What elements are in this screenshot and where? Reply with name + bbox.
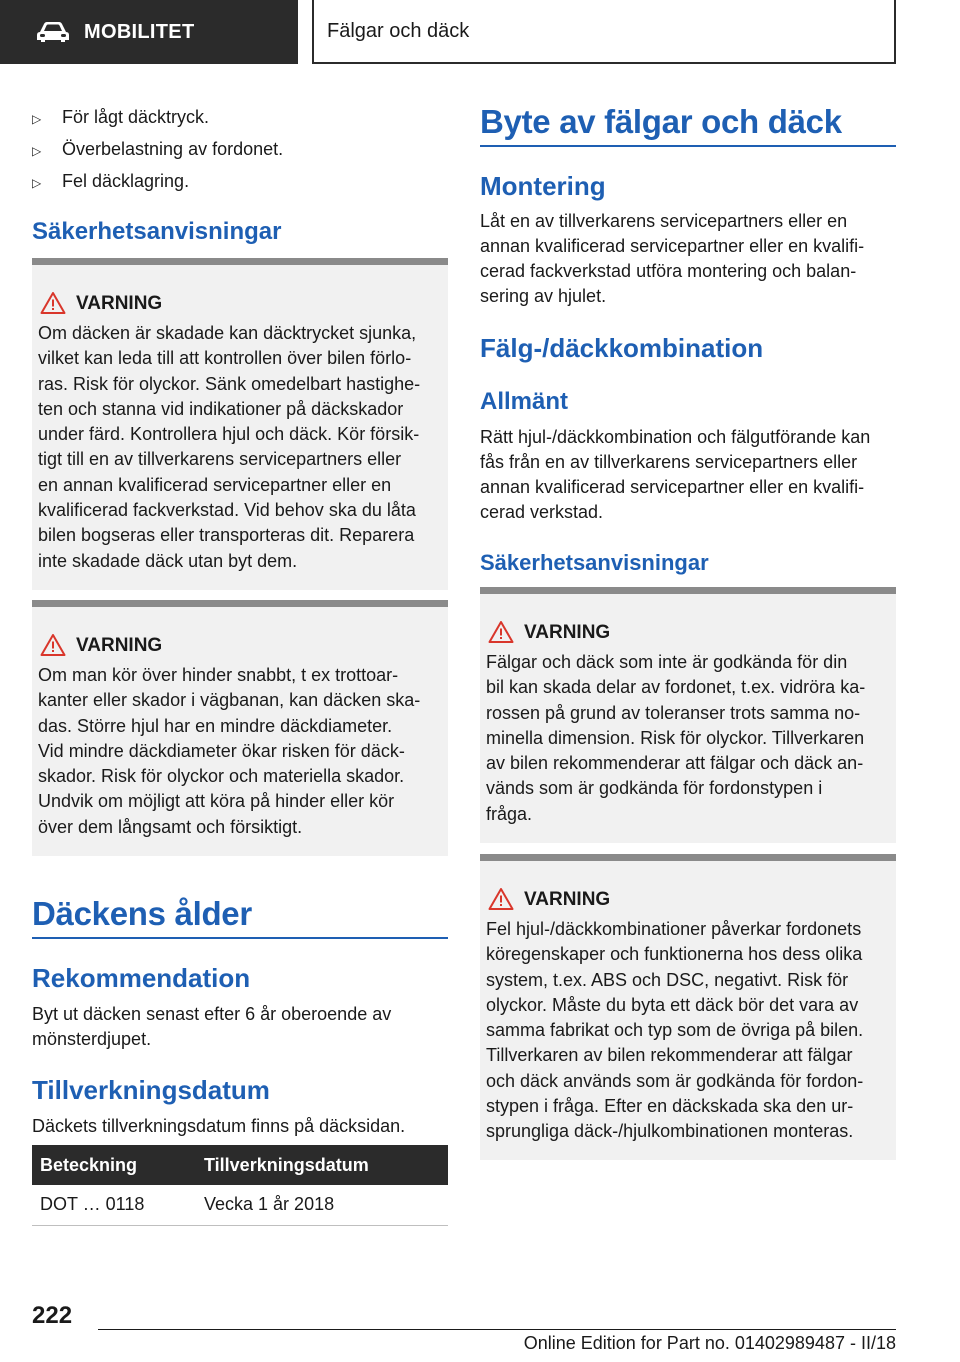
text-line: cerad fackverkstad utföra montering och balan- <box>480 261 857 281</box>
recommendation-text <box>32 1002 391 1052</box>
chapter-title: Fälgar och däck <box>327 19 470 42</box>
warning-line: fråga. <box>486 803 533 824</box>
heading-rule <box>480 145 896 147</box>
text-line: mönsterdjupet. <box>32 1029 152 1049</box>
bullet-item <box>32 105 209 131</box>
text-line: annan kvalificerad servicepartner eller en kvalifi- <box>480 236 865 256</box>
section-title: MOBILITET <box>84 20 195 43</box>
warning-triangle-icon <box>40 291 66 315</box>
warning-line: ras. Risk för olyckor. Sänk omedelbart hastighe- <box>38 373 421 394</box>
warning-title: VARNING <box>76 635 163 656</box>
warning-line: ten och stanna vid indikationer på däckskador <box>38 398 404 419</box>
text-line: Byt ut däcken senast efter 6 år oberoende av <box>32 1004 392 1024</box>
warning-line: Om man kör över hinder snabbt, t ex trottoar- <box>38 665 399 685</box>
warning-text <box>486 917 890 1145</box>
warning-triangle-icon <box>488 620 514 644</box>
warning-line: inte skadade däck utan byt dem. <box>38 550 298 571</box>
warning-line: vänds som är godkända för fordonstypen i <box>486 778 823 799</box>
general-text <box>480 425 870 525</box>
warning-line: Fälgar och däck som inte är godkända för din <box>486 652 848 672</box>
warning-line: kanter eller skador i vägbanan, kan däcken ska- <box>38 690 421 711</box>
triangle-bullet-icon: ▷ <box>32 112 42 126</box>
bullet-item <box>32 169 189 195</box>
warning-triangle-icon <box>488 887 514 911</box>
edition-text: Online Edition for Part no. 01402989487 - II/18 <box>523 1333 896 1353</box>
bullet-text: För lågt däcktryck. <box>62 107 210 127</box>
text-line: Låt en av tillverkarens servicepartners eller en <box>480 211 848 231</box>
warning-text <box>38 321 442 574</box>
column-header: Tillverkningsdatum <box>196 1145 448 1185</box>
warning-text <box>38 663 442 840</box>
warning-line: rossen på grund av toleranser trots samma no- <box>486 702 861 723</box>
table-cell: Vecka 1 år 2018 <box>196 1185 448 1225</box>
text-line: cerad verkstad. <box>480 502 604 522</box>
main-heading: Byte av fälgar och däck <box>480 103 842 140</box>
warning-line: system, t.ex. ABS och DSC, negativt. Risk för <box>486 969 849 990</box>
warning-line: kvalificerad fackverkstad. Vid behov ska du låta <box>38 500 416 521</box>
mounting-text <box>480 209 864 309</box>
warning-title: VARNING <box>524 622 611 643</box>
warning-line: stypen i fråga. Efter en däckskada ska den ur- <box>486 1096 854 1117</box>
column-header: Beteckning <box>32 1145 196 1185</box>
warning-line: Tillverkaren av bilen rekommenderar att fälgar <box>486 1045 853 1066</box>
warning-line: och däck används som är godkända för fordon- <box>486 1070 864 1091</box>
mounting-heading: Montering <box>480 171 606 201</box>
warning-line: olyckor. Måste du byta ett däck bör det vara av <box>486 994 859 1015</box>
car-icon <box>36 20 70 44</box>
warning-line: av bilen rekommenderar att fälgar och däck an- <box>486 753 864 774</box>
warning-box <box>480 854 896 1160</box>
manufacturing-date-heading: Tillverkningsdatum <box>32 1075 270 1105</box>
table-cell: DOT … 0118 <box>32 1185 196 1225</box>
warning-text <box>486 650 890 827</box>
warning-line: Undvik om möjligt att köra på hinder eller kör <box>38 791 395 812</box>
warning-box <box>480 587 896 843</box>
warning-triangle-icon <box>40 633 66 657</box>
chapter-tab <box>312 0 896 64</box>
text-line: sering av hjulet. <box>480 286 607 306</box>
warning-line: köregenskaper och funktionerna hos dess olika <box>486 944 863 965</box>
triangle-bullet-icon: ▷ <box>32 144 42 158</box>
warning-line: bil kan skada delar av fordonet, t.ex. vidröra ka- <box>486 677 866 698</box>
warning-box <box>32 258 448 590</box>
combination-heading: Fälg-/däckkombination <box>480 333 764 363</box>
text-line: annan kvalificerad servicepartner eller en kvalifi- <box>480 477 865 497</box>
warning-line: över dem långsamt och försiktigt. <box>38 816 303 837</box>
warning-line: en annan kvalificerad servicepartner eller en <box>38 474 392 495</box>
text-line: fås från en av tillverkarens servicepartners eller <box>480 452 858 472</box>
section-tab <box>0 0 298 64</box>
table-header-row <box>32 1145 448 1185</box>
manufacturing-date-text: Däckets tillverkningsdatum finns på däcksidan. <box>32 1116 406 1136</box>
text-line: Rätt hjul-/däckkombination och fälgutförande kan <box>480 427 871 447</box>
warning-line: under färd. Kontrollera hjul och däck. Kör försik- <box>38 424 420 445</box>
warning-line: Om däcken är skadade kan däcktrycket sjunka, <box>38 323 417 343</box>
bullet-text: Överbelastning av fordonet. <box>62 139 284 159</box>
bullet-text: Fel däcklagring. <box>62 171 190 191</box>
safety-heading: Säkerhetsanvisningar <box>32 218 282 245</box>
warning-line: sprungliga däck-/hjulkombinationen monteras. <box>486 1121 854 1142</box>
warning-title: VARNING <box>524 889 611 910</box>
warning-line: samma fabrikat och typ som de övriga på bilen. <box>486 1020 864 1041</box>
page-number: 222 <box>32 1302 73 1329</box>
warning-line: skador. Risk för olyckor och materiella skador. <box>38 766 405 787</box>
warning-line: Vid mindre däckdiameter ökar risken för däck- <box>38 740 405 761</box>
warning-line: vilket kan leda till att kontrollen över bilen förlo- <box>38 348 412 369</box>
footer-rule <box>98 1329 896 1330</box>
general-heading: Allmänt <box>480 388 569 415</box>
age-heading: Däckens ålder <box>32 895 252 932</box>
warning-title: VARNING <box>76 293 163 314</box>
safety-heading: Säkerhetsanvisningar <box>480 550 709 575</box>
warning-box <box>32 600 448 856</box>
bullet-item <box>32 137 283 163</box>
warning-line: tigt till en av tillverkarens servicepartners eller <box>38 449 402 470</box>
heading-rule <box>32 937 448 939</box>
date-table <box>32 1145 448 1226</box>
warning-line: bilen bogseras eller transporteras dit. Reparera <box>38 525 415 546</box>
triangle-bullet-icon: ▷ <box>32 176 42 190</box>
warning-line: Fel hjul-/däckkombinationer påverkar fordonets <box>486 919 862 939</box>
table-row <box>32 1185 448 1225</box>
recommendation-heading: Rekommendation <box>32 963 251 993</box>
warning-line: minella dimension. Risk för olyckor. Tillverkaren <box>486 727 865 748</box>
warning-line: das. Större hjul har en mindre däckdiameter. <box>38 715 393 736</box>
